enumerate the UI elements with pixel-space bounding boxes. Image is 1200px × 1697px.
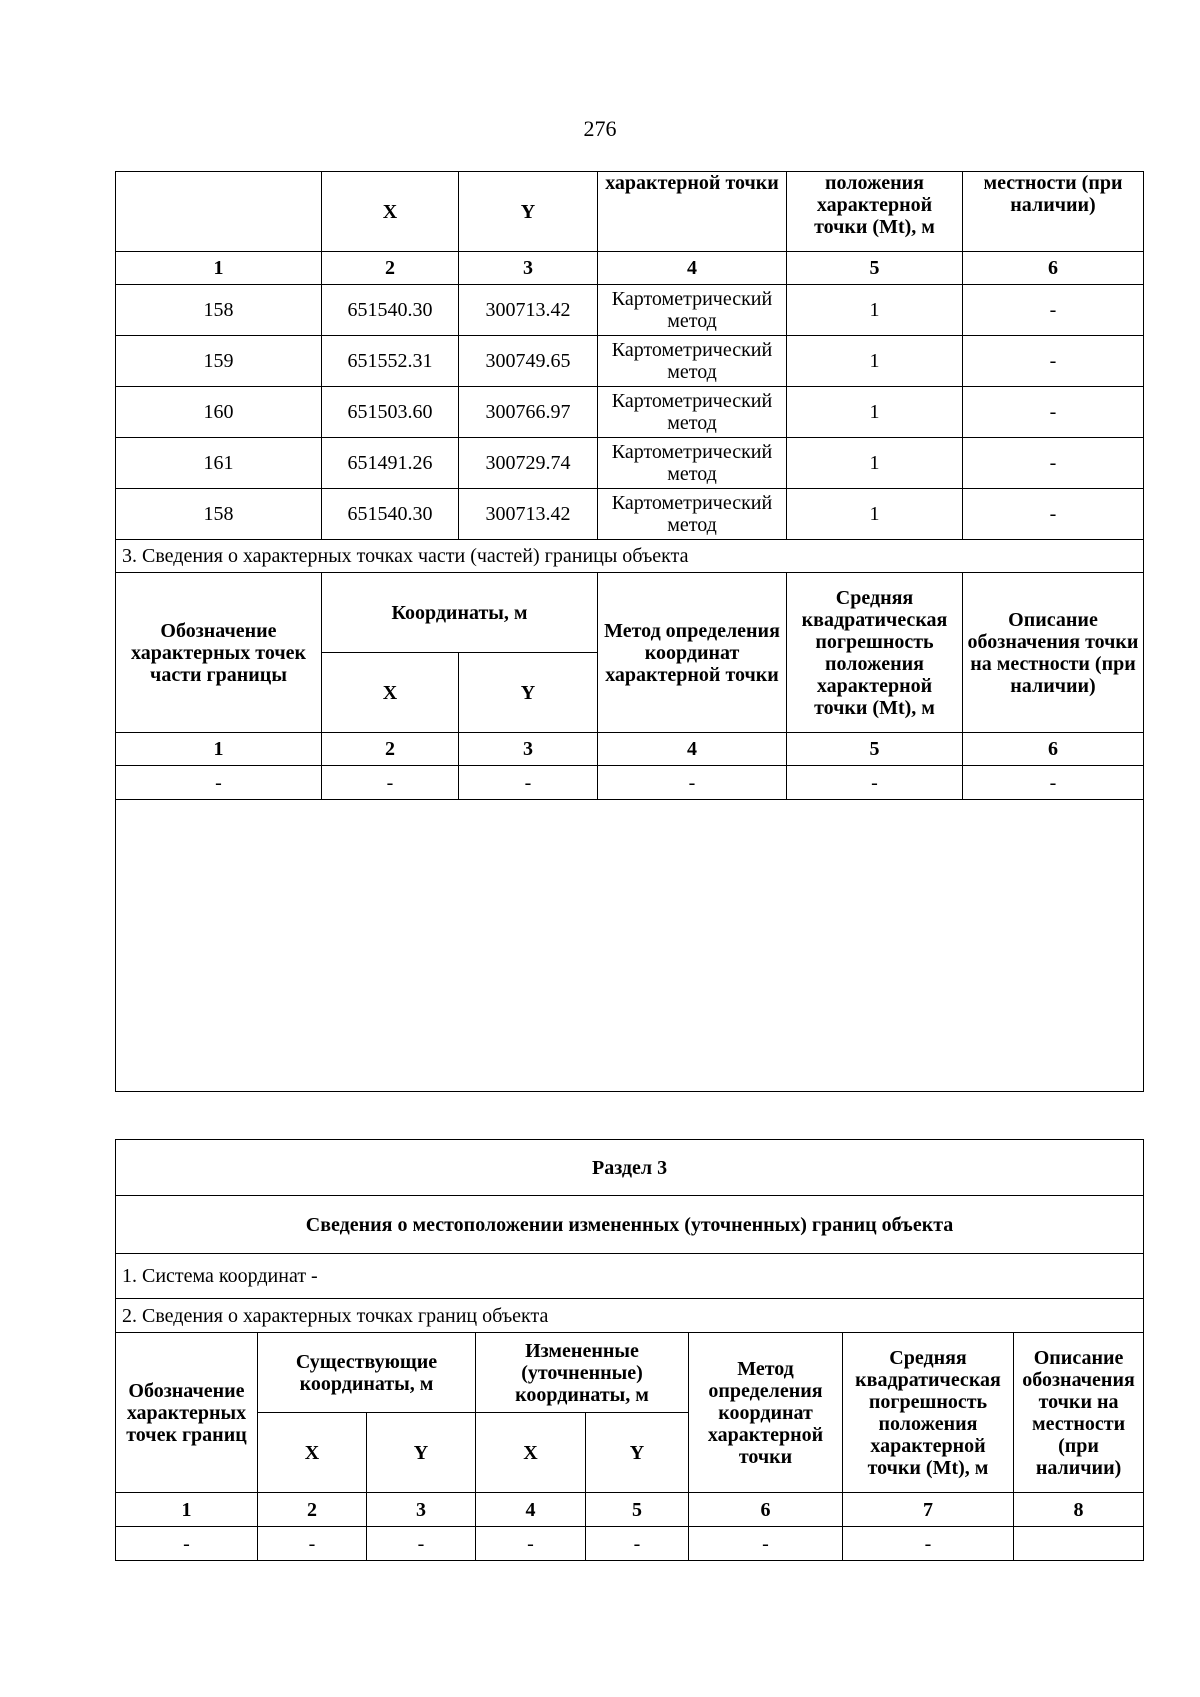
header-desc: местности (при наличии)	[963, 172, 1144, 252]
coord-x: 651491.26	[322, 438, 459, 489]
continued-header-row	[116, 172, 1144, 252]
header-method: характерной точки	[598, 172, 787, 252]
empty-cell: -	[258, 1527, 367, 1561]
coord-system: 1. Система координат -	[116, 1254, 1144, 1299]
coord-x: 651540.30	[322, 489, 459, 540]
header-y: Y	[586, 1413, 689, 1493]
header-changed-coords: Измененные (уточненные) координаты, м	[476, 1333, 689, 1413]
header-existing-coords: Существующие координаты, м	[258, 1333, 476, 1413]
blank-area-row	[116, 800, 1144, 1092]
coord-x: 651540.30	[322, 285, 459, 336]
col-number: 3	[459, 733, 598, 766]
col-number: 1	[116, 1493, 258, 1527]
description: -	[963, 387, 1144, 438]
section-heading: Раздел 3	[116, 1140, 1144, 1196]
header-x: X	[322, 172, 459, 252]
col-number: 3	[459, 252, 598, 285]
table-row	[116, 387, 1144, 438]
empty-cell: -	[787, 766, 963, 800]
empty-cell: -	[322, 766, 459, 800]
points-title: 2. Сведения о характерных точках границ объекта	[116, 1299, 1144, 1333]
header-coordinates: Координаты, м	[322, 573, 598, 653]
col-number: 4	[476, 1493, 586, 1527]
column-numbers-row	[116, 1493, 1144, 1527]
table-row	[116, 285, 1144, 336]
description: -	[963, 336, 1144, 387]
error: 1	[787, 387, 963, 438]
section-title: Сведения о местоположении измененных (уточненных) границ объекта	[116, 1196, 1144, 1254]
table-row	[116, 766, 1144, 800]
table-row	[116, 489, 1144, 540]
empty-cell: -	[586, 1527, 689, 1561]
col-number: 1	[116, 733, 322, 766]
method: Картометрический метод	[598, 489, 787, 540]
col-number: 2	[322, 252, 459, 285]
coord-y: 300729.74	[459, 438, 598, 489]
col-number: 1	[116, 252, 322, 285]
col-number: 4	[598, 733, 787, 766]
point-id: 161	[116, 438, 322, 489]
header-y: Y	[367, 1413, 476, 1493]
empty-cell: -	[459, 766, 598, 800]
empty-cell: -	[843, 1527, 1014, 1561]
error: 1	[787, 489, 963, 540]
page-number: 276	[583, 116, 617, 141]
error: 1	[787, 285, 963, 336]
table-row	[116, 1527, 1144, 1561]
header-x: X	[322, 653, 459, 733]
section3-table	[115, 1139, 1144, 1561]
header-points: Обозначение характерных точек границ	[116, 1333, 258, 1493]
header-error: Средняя квадратическая погрешность положения характерной точки (Mt), м	[787, 573, 963, 733]
empty-cell	[1014, 1527, 1144, 1561]
part-column-numbers-row	[116, 733, 1144, 766]
blank-area	[116, 800, 1144, 1092]
method: Картометрический метод	[598, 438, 787, 489]
part-points-title: 3. Сведения о характерных точках части (частей) границы объекта	[116, 540, 1144, 573]
coord-x: 651503.60	[322, 387, 459, 438]
header-error: Средняя квадратическая погрешность положения характерной точки (Mt), м	[843, 1333, 1014, 1493]
header-x: X	[476, 1413, 586, 1493]
header-y: Y	[459, 653, 598, 733]
method: Картометрический метод	[598, 336, 787, 387]
col-number: 2	[258, 1493, 367, 1527]
empty-cell: -	[116, 1527, 258, 1561]
column-numbers-row	[116, 252, 1144, 285]
col-number: 3	[367, 1493, 476, 1527]
table-row	[116, 336, 1144, 387]
empty-cell: -	[689, 1527, 843, 1561]
header-desc: Описание обозначения точки на местности (при наличии)	[963, 573, 1144, 733]
header-part-points: Обозначение характерных точек части границы	[116, 573, 322, 733]
description: -	[963, 489, 1144, 540]
section-title-row	[116, 540, 1144, 573]
col-number: 7	[843, 1493, 1014, 1527]
col-number: 5	[787, 733, 963, 766]
col-number: 5	[586, 1493, 689, 1527]
empty-cell: -	[598, 766, 787, 800]
col-number: 8	[1014, 1493, 1144, 1527]
col-number: 6	[689, 1493, 843, 1527]
empty-cell: -	[367, 1527, 476, 1561]
error: 1	[787, 438, 963, 489]
table-row	[116, 438, 1144, 489]
empty-cell: -	[476, 1527, 586, 1561]
coord-y: 300766.97	[459, 387, 598, 438]
header-error: положения характерной точки (Mt), м	[787, 172, 963, 252]
header-desc: Описание обозначения точки на местности (при наличии)	[1014, 1333, 1144, 1493]
empty-cell: -	[963, 766, 1144, 800]
error: 1	[787, 336, 963, 387]
section-title-row	[116, 1196, 1144, 1254]
col-number: 2	[322, 733, 459, 766]
coord-y: 300749.65	[459, 336, 598, 387]
empty-cell: -	[116, 766, 322, 800]
header-method: Метод определения координат характерной точки	[689, 1333, 843, 1493]
points-table	[115, 171, 1144, 1092]
col-number: 4	[598, 252, 787, 285]
method: Картометрический метод	[598, 285, 787, 336]
header-y: Y	[459, 172, 598, 252]
point-id: 158	[116, 489, 322, 540]
method: Картометрический метод	[598, 387, 787, 438]
description: -	[963, 438, 1144, 489]
col-number: 5	[787, 252, 963, 285]
coord-y: 300713.42	[459, 285, 598, 336]
col-number: 6	[963, 252, 1144, 285]
col-number: 6	[963, 733, 1144, 766]
coord-system-row	[116, 1254, 1144, 1299]
description: -	[963, 285, 1144, 336]
coord-x: 651552.31	[322, 336, 459, 387]
points-title-row	[116, 1299, 1144, 1333]
header-cell-empty	[116, 172, 322, 252]
part-header-row	[116, 573, 1144, 653]
point-id: 159	[116, 336, 322, 387]
point-id: 158	[116, 285, 322, 336]
header-x: X	[258, 1413, 367, 1493]
section-heading-row	[116, 1140, 1144, 1196]
point-id: 160	[116, 387, 322, 438]
header-method: Метод определения координат характерной точки	[598, 573, 787, 733]
coord-y: 300713.42	[459, 489, 598, 540]
header-row	[116, 1333, 1144, 1413]
